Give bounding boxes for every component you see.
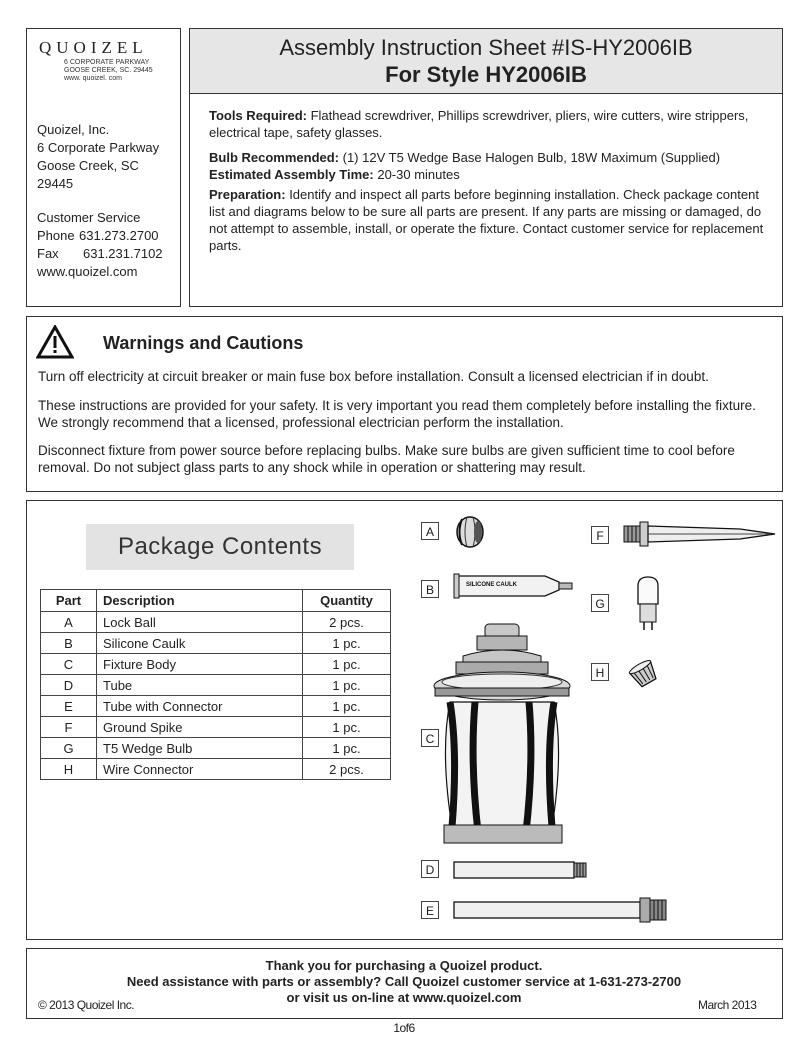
fax-label: Fax [37,246,59,261]
package-contents-heading: Package Contents [86,524,354,570]
company-info-box [26,28,181,307]
part-label-c: C [421,729,439,747]
tools-required [209,107,769,141]
cell-quantity: 2 pcs. [303,612,391,633]
fax-row [37,245,177,263]
cell-part: H [41,759,97,780]
warnings-box [26,316,783,492]
customer-service-label: Customer Service [37,210,141,225]
table-row [41,759,391,780]
phone-row [37,227,177,245]
company-zip: 29445 [37,176,74,191]
cell-description: Silicone Caulk [97,633,303,654]
company-address-1: 6 Corporate Parkway [37,140,160,155]
page-number: 1of6 [393,1021,415,1035]
warning-paragraph-2: These instructions are provided for your safety. It is very important you read them completely before installing the fixture. We strongly recommend that a licensed, professional electrician perform the installation. [38,398,756,430]
title-box [189,28,783,307]
part-label-b: B [421,580,439,598]
t5-wedge-bulb-illustration [628,574,668,634]
cell-part: A [41,612,97,633]
part-label-e: E [421,901,439,919]
table-row [41,612,391,633]
phone-number: 631.273.2700 [79,228,159,243]
lock-ball-illustration [453,514,487,550]
ground-spike-illustration [620,514,780,554]
silicone-caulk-illustration [453,568,573,608]
bulb-label: Bulb Recommended: [209,150,340,165]
cell-description: Fixture Body [97,654,303,675]
cell-part: B [41,633,97,654]
fax-number: 631.231.7102 [83,246,163,261]
title-band [190,29,782,94]
table-row [41,717,391,738]
cell-quantity: 1 pc. [303,675,391,696]
company-web[interactable]: www.quoizel.com [37,264,138,279]
warnings-title: Warnings and Cautions [103,333,304,353]
cell-description: Wire Connector [97,759,303,780]
table-header-row [41,590,391,612]
cell-description: Tube [97,675,303,696]
column-header-description: Description [97,590,303,612]
part-label-h: H [591,663,609,681]
table-row [41,633,391,654]
table-row [41,738,391,759]
company-address-2: Goose Creek, SC [37,158,139,173]
time-label: Estimated Assembly Time: [209,167,374,182]
tools-text: Flathead screwdriver, Phillips screwdriver, pliers, wire cutters, wire strippers, electrical tape, safety glasses. [209,108,749,140]
cell-quantity: 1 pc. [303,633,391,654]
footer-date: March 2013 [698,998,757,1012]
sheet-title: Assembly Instruction Sheet #IS-HY2006IB [279,35,693,60]
cell-quantity: 1 pc. [303,696,391,717]
cell-description: Lock Ball [97,612,303,633]
cell-part: E [41,696,97,717]
tools-label: Tools Required: [209,108,307,123]
cell-part: C [41,654,97,675]
part-label-a: A [421,522,439,540]
cell-part: F [41,717,97,738]
caulk-label-text: SILICONE CAULK [466,582,517,588]
assembly-time [209,166,769,183]
time-text: 20-30 minutes [373,167,460,182]
cell-quantity: 2 pcs. [303,759,391,780]
logo-web: www. quoizel. com [64,75,122,82]
logo-address-1: 6 CORPORATE PARKWAY [64,59,150,66]
table-row [41,654,391,675]
style-title: For Style HY2006IB [385,62,587,87]
column-header-quantity: Quantity [303,590,391,612]
bulb-text: (1) 12V T5 Wedge Base Halogen Bulb, 18W Maximum (Supplied) [339,150,721,165]
cell-quantity: 1 pc. [303,654,391,675]
tube-illustration [450,856,590,884]
warning-paragraph-1: Turn off electricity at circuit breaker or main fuse box before installation. Consult a licensed electrician if in doubt. [38,369,709,384]
warning-triangle-icon [36,325,74,359]
cell-description: T5 Wedge Bulb [97,738,303,759]
part-label-g: G [591,594,609,612]
warning-paragraph-3: Disconnect fixture from power source before replacing bulbs. Make sure bulbs are given sufficient time to cool before removal. Do not subject glass parts to any shock while in operation or shattering may result. [38,443,735,475]
preparation [209,186,769,254]
tube-with-connector-illustration [450,892,675,926]
bulb-recommended [209,149,769,166]
prep-text: Identify and inspect all parts before beginning installation. Check package content list and diagrams below to be sure all parts are present. If any parts are missing or damaged, do not attempt to assemble, install, or operate the fixture. Contact customer service for replacement parts. [209,187,764,253]
part-label-f: F [591,526,609,544]
parts-table [40,589,391,780]
company-name: Quoizel, Inc. [37,122,110,137]
footer-assistance: Need assistance with parts or assembly? Call Quoizel customer service at 1-631-273-2700 [126,974,682,989]
footer-copyright: © 2013 Quoizel Inc. [38,998,135,1012]
fixture-body-illustration [430,622,580,850]
table-row [41,675,391,696]
cell-quantity: 1 pc. [303,717,391,738]
prep-label: Preparation: [209,187,286,202]
footer-website[interactable]: or visit us on-line at www.quoizel.com [286,990,522,1005]
logo-address-2: GOOSE CREEK, SC. 29445 [64,67,153,74]
phone-label: Phone [37,228,75,243]
table-row [41,696,391,717]
wire-connector-illustration [622,654,666,694]
column-header-part: Part [41,590,97,612]
footer-thank-you: Thank you for purchasing a Quoizel product. [265,958,543,973]
part-label-d: D [421,860,439,878]
cell-part: G [41,738,97,759]
cell-description: Ground Spike [97,717,303,738]
cell-part: D [41,675,97,696]
cell-description: Tube with Connector [97,696,303,717]
footer-divider [26,1018,783,1019]
cell-quantity: 1 pc. [303,738,391,759]
quoizel-logo: QUOIZEL [39,38,148,57]
